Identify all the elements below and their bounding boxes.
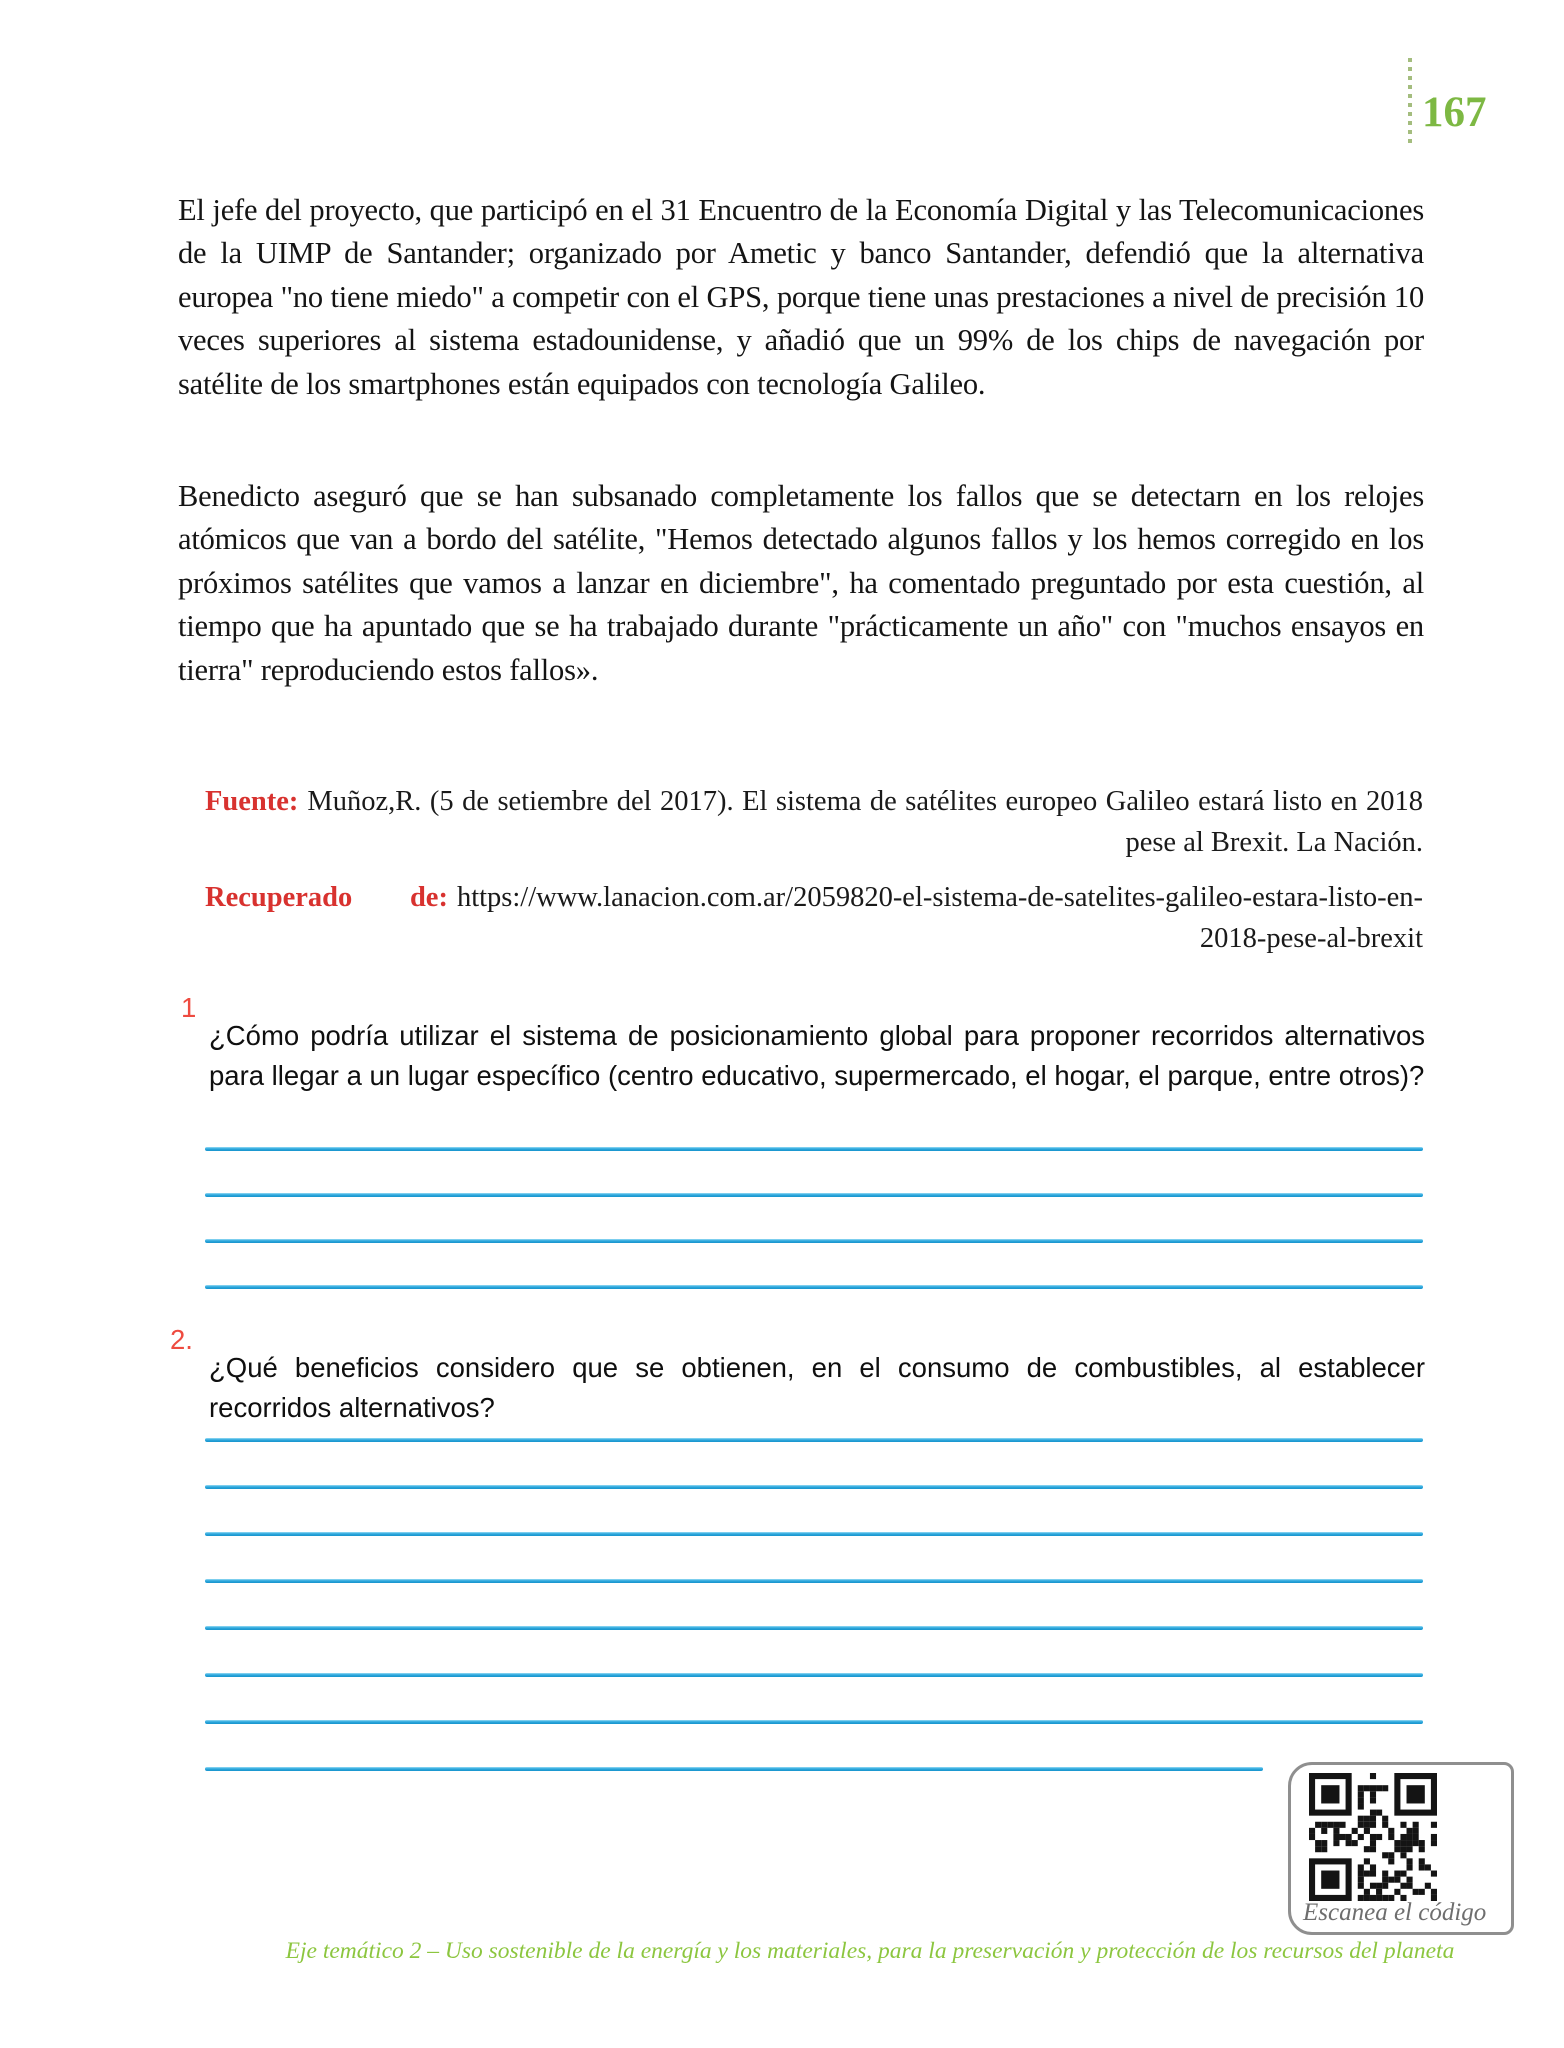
footer-text: Eje temático 2 – Uso sostenible de la energía y los materiales, para la preservación y protección de los recursos del planeta [285, 1938, 1455, 1964]
page-number: 167 [1422, 89, 1487, 136]
answer-line [205, 1536, 1423, 1583]
retrieved-url: https://www.lanacion.com.ar/2059820-el-sistema-de-satelites-galileo-estara-listo-en-2018-pese-al-brexit [456, 881, 1423, 954]
question-2-text: ¿Qué beneficios considero que se obtienen, en el consumo de combustibles, al establecer recorridos alternativos? [209, 1351, 1425, 1423]
qr-code [1309, 1773, 1437, 1901]
answer-line [205, 1630, 1423, 1677]
answer-line [205, 1105, 1423, 1151]
question-2-number: 2. [170, 1324, 193, 1355]
answer-line [205, 1583, 1423, 1630]
source-label: Fuente: [205, 785, 299, 817]
answer-line [205, 1395, 1423, 1442]
source-citation [205, 781, 1423, 863]
answer-line [205, 1151, 1423, 1197]
answer-lines-question-2 [205, 1395, 1423, 1771]
answer-line [205, 1243, 1423, 1289]
article-paragraph: Benedicto aseguró que se han subsanado completamente los fallos que se detectarn en los relojes atómicos que van a bordo del satélite, "Hemos detectado algunos fallos y los hemos corregido en los próximos satélites que vamos a lanzar en diciembre", ha comentado preguntado por esta cuestión, al tiempo que ha apuntado que se ha trabajado durante "prácticamente un año" con "muchos ensayos en tierra" reproduciendo estos fallos». [178, 478, 1424, 687]
qr-caption: Escanea el código [1303, 1899, 1487, 1926]
answer-line [205, 1197, 1423, 1243]
answer-lines-question-1 [205, 1105, 1423, 1289]
answer-line [205, 1724, 1423, 1771]
answer-line [205, 1442, 1423, 1489]
dotted-rule [1408, 58, 1412, 148]
answer-line [205, 1489, 1423, 1536]
question-1-number: 1 [181, 992, 197, 1023]
source-text: Muñoz,R. (5 de setiembre del 2017). El sistema de satélites europeo Galileo estará listo en 2018 pese al Brexit. La Nación. [307, 785, 1423, 858]
question-1-text: ¿Cómo podría utilizar el sistema de posicionamiento global para proponer recorridos alternativos para llegar a un lugar específico (centro educativo, supermercado, el hogar, el parque, entre otros)? [209, 1019, 1425, 1091]
article-paragraph: El jefe del proyecto, que participó en el 31 Encuentro de la Economía Digital y las Telecomunicaciones de la UIMP de Santander; organizado por Ametic y banco Santander, defendió que la alternativa europea "no tiene miedo" a competir con el GPS, porque tiene unas prestaciones a nivel de precisión 10 veces superiores al sistema estadounidense, y añadió que un 99% de los chips de navegación por satélite de los smartphones están equipados con tecnología Galileo. [178, 192, 1424, 401]
retrieved-label: Recuperado de: [205, 881, 448, 913]
answer-line [205, 1677, 1423, 1724]
qr-box [1288, 1762, 1514, 1935]
retrieved-citation [205, 877, 1423, 959]
